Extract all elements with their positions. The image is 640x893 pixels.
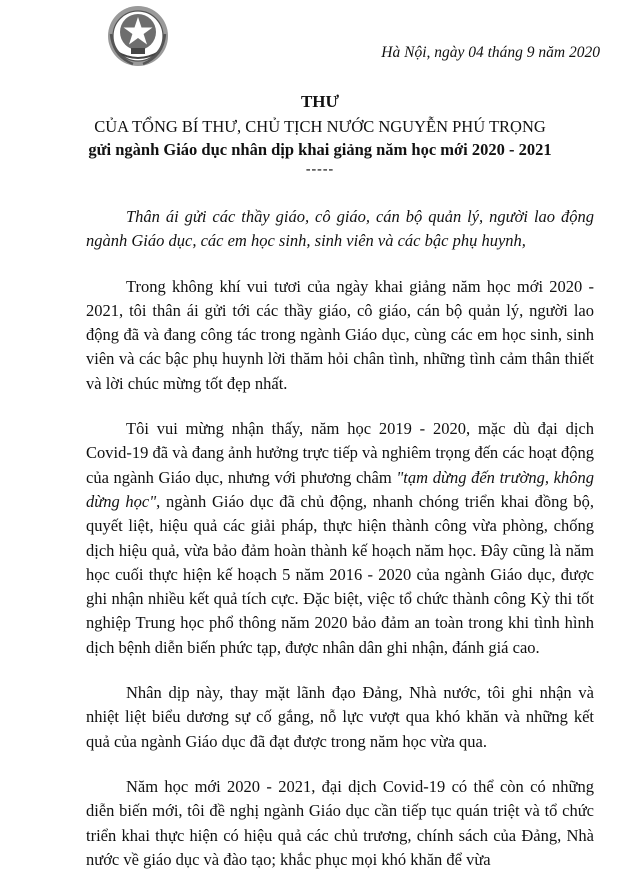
paragraph-2 [86,417,594,660]
motto-quote: "tạm dừng đến trường, không dừng học" [86,467,594,511]
title-separator: ----- [305,162,335,177]
letter-body [86,205,594,893]
letter-recipient: gửi ngành Giáo dục nhân dịp khai giảng năm học mới 2020 - 2021 [88,140,552,159]
letter-title: THƯ [300,92,340,111]
paragraph-2-end: , ngành Giáo dục đã chủ động, nhanh chóng triển khai đồng bộ, quyết liệt, hiệu quả các giải pháp, thực hiện thành công vừa phòng, chống dịch hiệu quả, vừa bảo đảm hoàn thành kế hoạch năm học. Đây cũng là năm học cuối thực hiện kế hoạch 5 năm 2016 - 2020 của ngành Giáo dục, được ghi nhận nhiều kết quả tích cực. Đặc biệt, việc tổ chức thành công Kỳ thi tốt nghiệp Trung học phổ thông năm 2020 bảo đảm an toàn trong khi tình hình dịch bệnh diễn biến phức tạp, được nhân dân ghi nhận, đánh giá cao. [86,491,594,657]
letter-sender: CỦA TỔNG BÍ THƯ, CHỦ TỊCH NƯỚC NGUYỄN PHÚ TRỌNG [94,117,546,136]
paragraph-3: Nhân dịp này, thay mặt lãnh đạo Đảng, Nhà nước, tôi ghi nhận và nhiệt liệt biểu dương sự cố gắng, nỗ lực vượt qua khó khăn và những kết quả của ngành Giáo dục đã đạt được trong năm học vừa qua. [86,683,594,751]
greeting-paragraph: Thân ái gửi các thầy giáo, cô giáo, cán bộ quản lý, người lao động ngành Giáo dục, các em học sinh, sinh viên và các bậc phụ huynh, [86,207,594,251]
national-emblem-icon [103,4,173,70]
paragraph-4: Năm học mới 2020 - 2021, đại dịch Covid-19 có thể còn có những diễn biến mới, tôi đề nghị ngành Giáo dục cần tiếp tục quán triệt và tổ chức triển khai thực hiện có hiệu quả các chủ trương, chính sách của Đảng, Nhà nước về giáo dục và đào tạo; khắc phục mọi khó khăn để vừa [86,776,594,869]
date-line: Hà Nội, ngày 04 tháng 9 năm 2020 [381,44,600,61]
paragraph-1: Trong không khí vui tươi của ngày khai giảng năm học mới 2020 - 2021, tôi thân ái gửi tới các thầy giáo, cô giáo, cán bộ quản lý, người lao động đã và đang công tác trong ngành Giáo dục, cùng các em học sinh, sinh viên và các bậc phụ huynh lời thăm hỏi chân tình, những tình cảm thân thiết và lời chúc mừng tốt đẹp nhất. [86,276,594,393]
paragraph-2-start: Tôi vui mừng nhận thấy, năm học 2019 - 2020, mặc dù đại dịch Covid-19 đã và đang ảnh hưởng trực tiếp và nghiêm trọng đến các hoạt động của ngành Giáo dục, nhưng với phương châm [86,419,594,487]
